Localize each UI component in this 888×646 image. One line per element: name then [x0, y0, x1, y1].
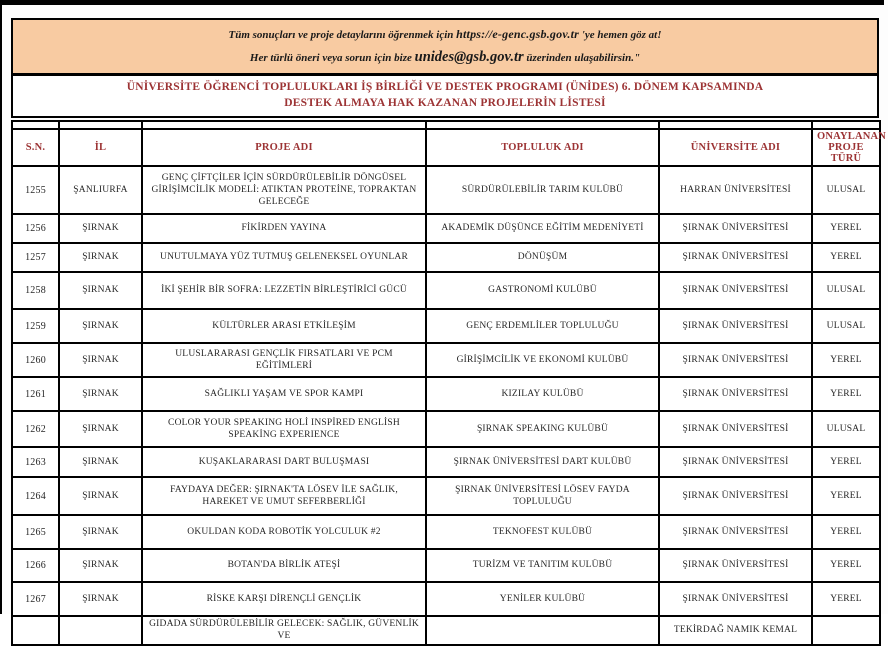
cell-universite: ŞIRNAK ÜNİVERSİTESİ — [659, 214, 812, 243]
cell-sn: 1258 — [12, 272, 59, 309]
cell-tur: ULUSAL — [812, 411, 880, 447]
cell-topluluk: GENÇ ERDEMLİLER TOPLULUĞU — [426, 309, 659, 343]
empty-cell — [12, 121, 59, 129]
cell-tur: YEREL — [812, 477, 880, 515]
cell-proje: KUŞAKLARARASI DART BULUŞMASI — [142, 447, 426, 477]
cell-il: ŞIRNAK — [59, 309, 142, 343]
cell-sn: 1257 — [12, 243, 59, 272]
banner-line1-suffix: 'ye hemen göz at! — [581, 29, 662, 41]
cell-il: ŞIRNAK — [59, 411, 142, 447]
table-header-row — [12, 129, 880, 166]
table-row — [12, 582, 880, 616]
cell-tur: ULUSAL — [812, 309, 880, 343]
cell-proje: OKULDAN KODA ROBOTİK YOLCULUK #2 — [142, 515, 426, 549]
cell-sn — [12, 616, 59, 645]
cell-proje: GENÇ ÇİFTÇİLER İÇİN SÜRDÜRÜLEBİLİR DÖNGÜSEL GİRİŞİMCİLİK MODELİ: ATIKTAN PROTEİNE, TOPRAKTAN GELECEĞE — [142, 166, 426, 214]
header-cell-il: İL — [59, 129, 142, 166]
cell-topluluk: SÜRDÜRÜLEBİLİR TARIM KULÜBÜ — [426, 166, 659, 214]
table-row — [12, 343, 880, 377]
cell-sn: 1256 — [12, 214, 59, 243]
cell-tur: ULUSAL — [812, 166, 880, 214]
cell-sn: 1267 — [12, 582, 59, 616]
cell-universite: ŞIRNAK ÜNİVERSİTESİ — [659, 549, 812, 582]
cell-topluluk — [426, 616, 659, 645]
banner-line1-text: Tüm sonuçları ve proje detaylarını öğrenmek için — [228, 29, 454, 41]
cell-tur — [812, 616, 880, 645]
page-title-line2: DESTEK ALMAYA HAK KAZANAN PROJELERİN LİSTESİ — [284, 96, 606, 109]
cell-tur: YEREL — [812, 214, 880, 243]
empty-cell — [426, 121, 659, 129]
cell-topluluk: ŞIRNAK ÜNİVERSİTESİ DART KULÜBÜ — [426, 447, 659, 477]
cell-tur: YEREL — [812, 549, 880, 582]
cell-sn: 1265 — [12, 515, 59, 549]
banner-line2-suffix: üzerinden ulaşabilirsin." — [526, 52, 641, 64]
cell-topluluk: TURİZM VE TANITIM KULÜBÜ — [426, 549, 659, 582]
cell-universite: ŞIRNAK ÜNİVERSİTESİ — [659, 343, 812, 377]
table-row — [12, 272, 880, 309]
cell-proje: COLOR YOUR SPEAKING HOLİ INSPİRED ENGLİSH SPEAKİNG EXPERIENCE — [142, 411, 426, 447]
cell-proje: RİSKE KARŞI DİRENÇLİ GENÇLİK — [142, 582, 426, 616]
table-row — [12, 447, 880, 477]
cell-sn: 1259 — [12, 309, 59, 343]
cell-proje: BOTAN'DA BİRLİK ATEŞİ — [142, 549, 426, 582]
cell-tur: YEREL — [812, 582, 880, 616]
empty-cell — [659, 121, 812, 129]
cell-topluluk: KIZILAY KULÜBÜ — [426, 377, 659, 411]
cell-universite: TEKİRDAĞ NAMIK KEMAL — [659, 616, 812, 645]
banner-line2-text: Her türlü öneri veya sorun için bize — [249, 52, 412, 64]
cell-sn: 1261 — [12, 377, 59, 411]
cell-sn: 1260 — [12, 343, 59, 377]
empty-cell — [59, 121, 142, 129]
cell-topluluk: GİRİŞİMCİLİK VE EKONOMİ KULÜBÜ — [426, 343, 659, 377]
document-content — [11, 18, 887, 646]
projects-table — [11, 120, 887, 646]
cell-tur: YEREL — [812, 447, 880, 477]
cell-topluluk: ŞIRNAK ÜNİVERSİTESİ LÖSEV FAYDA TOPLULUĞU — [426, 477, 659, 515]
cell-proje: KÜLTÜRLER ARASI ETKİLEŞİM — [142, 309, 426, 343]
cell-topluluk: ŞIRNAK SPEAKING KULÜBÜ — [426, 411, 659, 447]
partial-row-top — [12, 121, 880, 129]
cell-topluluk: GASTRONOMİ KULÜBÜ — [426, 272, 659, 309]
cell-universite: ŞIRNAK ÜNİVERSİTESİ — [659, 477, 812, 515]
empty-cell — [142, 121, 426, 129]
cell-il: ŞIRNAK — [59, 447, 142, 477]
banner-email: unides@gsb.gov.tr — [414, 49, 524, 65]
table-row — [12, 377, 880, 411]
header-cell-topluluk: TOPLULUK ADI — [426, 129, 659, 166]
cell-topluluk: AKADEMİK DÜŞÜNCE EĞİTİM MEDENİYETİ — [426, 214, 659, 243]
cell-sn: 1264 — [12, 477, 59, 515]
cell-il: ŞIRNAK — [59, 272, 142, 309]
page-title — [11, 75, 879, 118]
cell-proje: FİKİRDEN YAYINA — [142, 214, 426, 243]
cell-proje: UNUTULMAYA YÜZ TUTMUŞ GELENEKSEL OYUNLAR — [142, 243, 426, 272]
table-row — [12, 214, 880, 243]
cell-universite: ŞIRNAK ÜNİVERSİTESİ — [659, 309, 812, 343]
cell-proje: İKİ ŞEHİR BİR SOFRA: LEZZETİN BİRLEŞTİRİCİ GÜCÜ — [142, 272, 426, 309]
table-row — [12, 515, 880, 549]
table-row — [12, 243, 880, 272]
cell-il: ŞIRNAK — [59, 582, 142, 616]
cell-il: ŞIRNAK — [59, 343, 142, 377]
table-row — [12, 411, 880, 447]
cell-tur: ULUSAL — [812, 272, 880, 309]
banner-line1 — [13, 27, 877, 42]
table-row — [12, 477, 880, 515]
table-row — [12, 549, 880, 582]
cell-universite: ŞIRNAK ÜNİVERSİTESİ — [659, 411, 812, 447]
cell-universite: ŞIRNAK ÜNİVERSİTESİ — [659, 272, 812, 309]
cell-il: ŞIRNAK — [59, 515, 142, 549]
cell-universite: ŞIRNAK ÜNİVERSİTESİ — [659, 243, 812, 272]
cell-universite: ŞIRNAK ÜNİVERSİTESİ — [659, 515, 812, 549]
page-left-edge — [0, 0, 2, 614]
cell-il — [59, 616, 142, 645]
cell-universite: ŞIRNAK ÜNİVERSİTESİ — [659, 582, 812, 616]
cell-tur: YEREL — [812, 377, 880, 411]
cell-universite: ŞIRNAK ÜNİVERSİTESİ — [659, 447, 812, 477]
cell-tur: YEREL — [812, 515, 880, 549]
cell-proje: SAĞLIKLI YAŞAM VE SPOR KAMPI — [142, 377, 426, 411]
cell-proje: GIDADA SÜRDÜRÜLEBİLİR GELECEK: SAĞLIK, GÜVENLİK VE — [142, 616, 426, 645]
cell-proje: ULUSLARARASI GENÇLİK FIRSATLARI VE PCM EĞİTİMLERİ — [142, 343, 426, 377]
cell-il: ŞIRNAK — [59, 243, 142, 272]
cell-topluluk: TEKNOFEST KULÜBÜ — [426, 515, 659, 549]
cell-tur: YEREL — [812, 343, 880, 377]
banner-line2 — [13, 49, 877, 66]
cell-sn: 1262 — [12, 411, 59, 447]
page-title-line1: ÜNİVERSİTE ÖĞRENCİ TOPLULUKLARI İŞ BİRLİĞİ VE DESTEK PROGRAMI (ÜNİDES) 6. DÖNEM KAPSAMINDA — [126, 81, 764, 93]
header-cell-universite: ÜNİVERSİTE ADI — [659, 129, 812, 166]
table-row — [12, 166, 880, 214]
info-banner — [11, 18, 879, 75]
cell-proje: FAYDAYA DEĞER: ŞIRNAK'TA LÖSEV İLE SAĞLIK, HAREKET VE UMUT SEFERBERLİĞİ — [142, 477, 426, 515]
banner-url: https://e-genc.gsb.gov.tr — [456, 27, 580, 41]
empty-cell — [812, 121, 880, 129]
cell-universite: HARRAN ÜNİVERSİTESİ — [659, 166, 812, 214]
cell-il: ŞIRNAK — [59, 377, 142, 411]
header-cell-sn: S.N. — [12, 129, 59, 166]
table-row — [12, 309, 880, 343]
cell-il: ŞIRNAK — [59, 214, 142, 243]
cell-tur: YEREL — [812, 243, 880, 272]
cell-il: ŞIRNAK — [59, 477, 142, 515]
cell-sn: 1266 — [12, 549, 59, 582]
page-top-edge — [0, 0, 884, 5]
table-body — [12, 166, 880, 645]
table-row — [12, 616, 880, 645]
cell-sn: 1263 — [12, 447, 59, 477]
cell-topluluk: DÖNÜŞÜM — [426, 243, 659, 272]
cell-universite: ŞIRNAK ÜNİVERSİTESİ — [659, 377, 812, 411]
cell-sn: 1255 — [12, 166, 59, 214]
header-cell-proje: PROJE ADI — [142, 129, 426, 166]
header-cell-tur: ONAYLANAN PROJE TÜRÜ — [812, 129, 880, 166]
cell-il: ŞIRNAK — [59, 549, 142, 582]
cell-topluluk: YENİLER KULÜBÜ — [426, 582, 659, 616]
cell-il: ŞANLIURFA — [59, 166, 142, 214]
